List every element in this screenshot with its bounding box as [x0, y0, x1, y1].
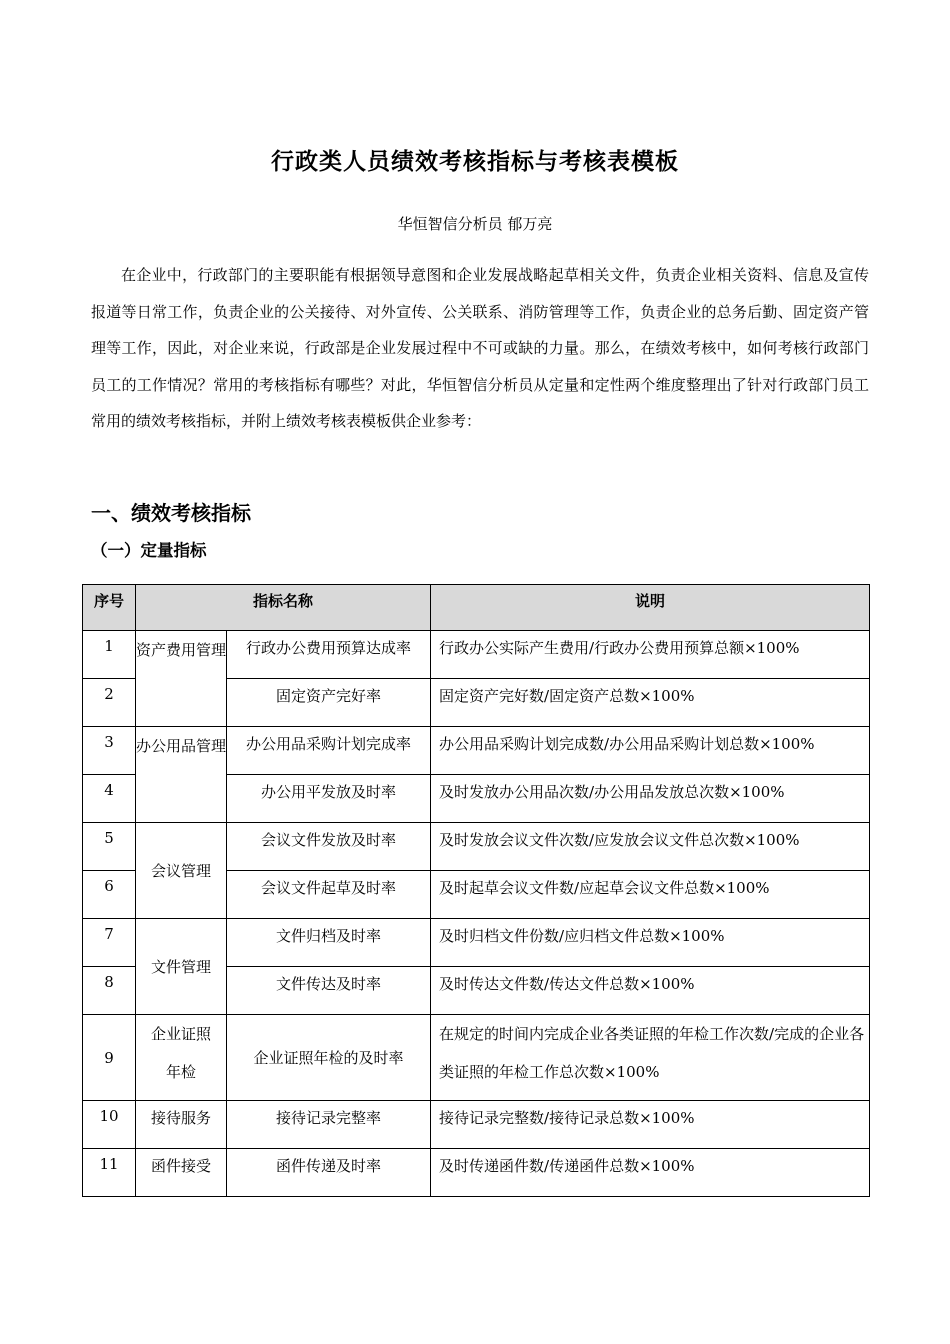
row-name: 企业证照年检的及时率: [227, 1015, 431, 1101]
table-header-row: [83, 585, 870, 631]
row-category: 企业证照年检: [136, 1015, 227, 1101]
row-desc: 及时发放会议文件次数/应发放会议文件总次数×100%: [431, 823, 870, 871]
row-desc: 及时传递函件数/传递函件总数×100%: [431, 1149, 870, 1197]
row-no: 8: [83, 967, 136, 1015]
row-desc: 及时起草会议文件数/应起草会议文件总数×100%: [431, 871, 870, 919]
row-no: 11: [83, 1149, 136, 1197]
row-category: 资产费用管理: [136, 631, 227, 727]
row-no: 3: [83, 727, 136, 775]
row-name: 接待记录完整率: [227, 1101, 431, 1149]
row-name: 文件归档及时率: [227, 919, 431, 967]
row-name: 文件传达及时率: [227, 967, 431, 1015]
header-desc: 说明: [431, 585, 870, 631]
row-no: 2: [83, 679, 136, 727]
row-name: 固定资产完好率: [227, 679, 431, 727]
table-row: [83, 919, 870, 967]
row-desc: 在规定的时间内完成企业各类证照的年检工作次数/完成的企业各类证照的年检工作总次数×100%: [431, 1015, 870, 1101]
header-no: 序号: [83, 585, 136, 631]
row-no: 1: [83, 631, 136, 679]
row-name: 函件传递及时率: [227, 1149, 431, 1197]
row-name: 行政办公费用预算达成率: [227, 631, 431, 679]
row-desc: 办公用品采购计划完成数/办公用品采购计划总数×100%: [431, 727, 870, 775]
table-row: [83, 823, 870, 871]
row-no: 6: [83, 871, 136, 919]
row-category: 函件接受: [136, 1149, 227, 1197]
row-desc: 及时传达文件数/传达文件总数×100%: [431, 967, 870, 1015]
row-category: 文件管理: [136, 919, 227, 1015]
row-name: 会议文件起草及时率: [227, 871, 431, 919]
table-row: [83, 631, 870, 679]
row-no: 9: [83, 1015, 136, 1101]
row-category: 会议管理: [136, 823, 227, 919]
table-row: [83, 1101, 870, 1149]
document-author: 华恒智信分析员 郁万亮: [397, 215, 553, 233]
kpi-table: [82, 584, 870, 1197]
row-no: 5: [83, 823, 136, 871]
section-heading: 一、绩效考核指标: [91, 501, 251, 525]
header-name: 指标名称: [136, 585, 431, 631]
row-name: 会议文件发放及时率: [227, 823, 431, 871]
row-desc: 固定资产完好数/固定资产总数×100%: [431, 679, 870, 727]
row-desc: 及时发放办公用品次数/办公用品发放总次数×100%: [431, 775, 870, 823]
row-no: 10: [83, 1101, 136, 1149]
intro-paragraph: 在企业中，行政部门的主要职能有根据领导意图和企业发展战略起草相关文件，负责企业相关资料、信息及宣传报道等日常工作，负责企业的公关接待、对外宣传、公关联系、消防管理等工作，负责企业的总务后勤、固定资产管理等工作，因此，对企业来说，行政部是企业发展过程中不可或缺的力量。那么，在绩效考核中，如何考核行政部门员工的工作情况？常用的考核指标有哪些？对此，华恒智信分析员从定量和定性两个维度整理出了针对行政部门员工常用的绩效考核指标，并附上绩效考核表模板供企业参考：: [91, 266, 869, 430]
table-row: [83, 1149, 870, 1197]
row-desc: 行政办公实际产生费用/行政办公费用预算总额×100%: [431, 631, 870, 679]
row-category: 办公用品管理: [136, 727, 227, 823]
subsection-heading: （一）定量指标: [91, 541, 207, 560]
row-name: 办公用平发放及时率: [227, 775, 431, 823]
row-desc: 及时归档文件份数/应归档文件总数×100%: [431, 919, 870, 967]
table-row: [83, 727, 870, 775]
row-no: 7: [83, 919, 136, 967]
row-no: 4: [83, 775, 136, 823]
table-row: [83, 1015, 870, 1101]
row-name: 办公用品采购计划完成率: [227, 727, 431, 775]
row-category: 接待服务: [136, 1101, 227, 1149]
row-desc: 接待记录完整数/接待记录总数×100%: [431, 1101, 870, 1149]
document-title: 行政类人员绩效考核指标与考核表模板: [271, 148, 679, 175]
